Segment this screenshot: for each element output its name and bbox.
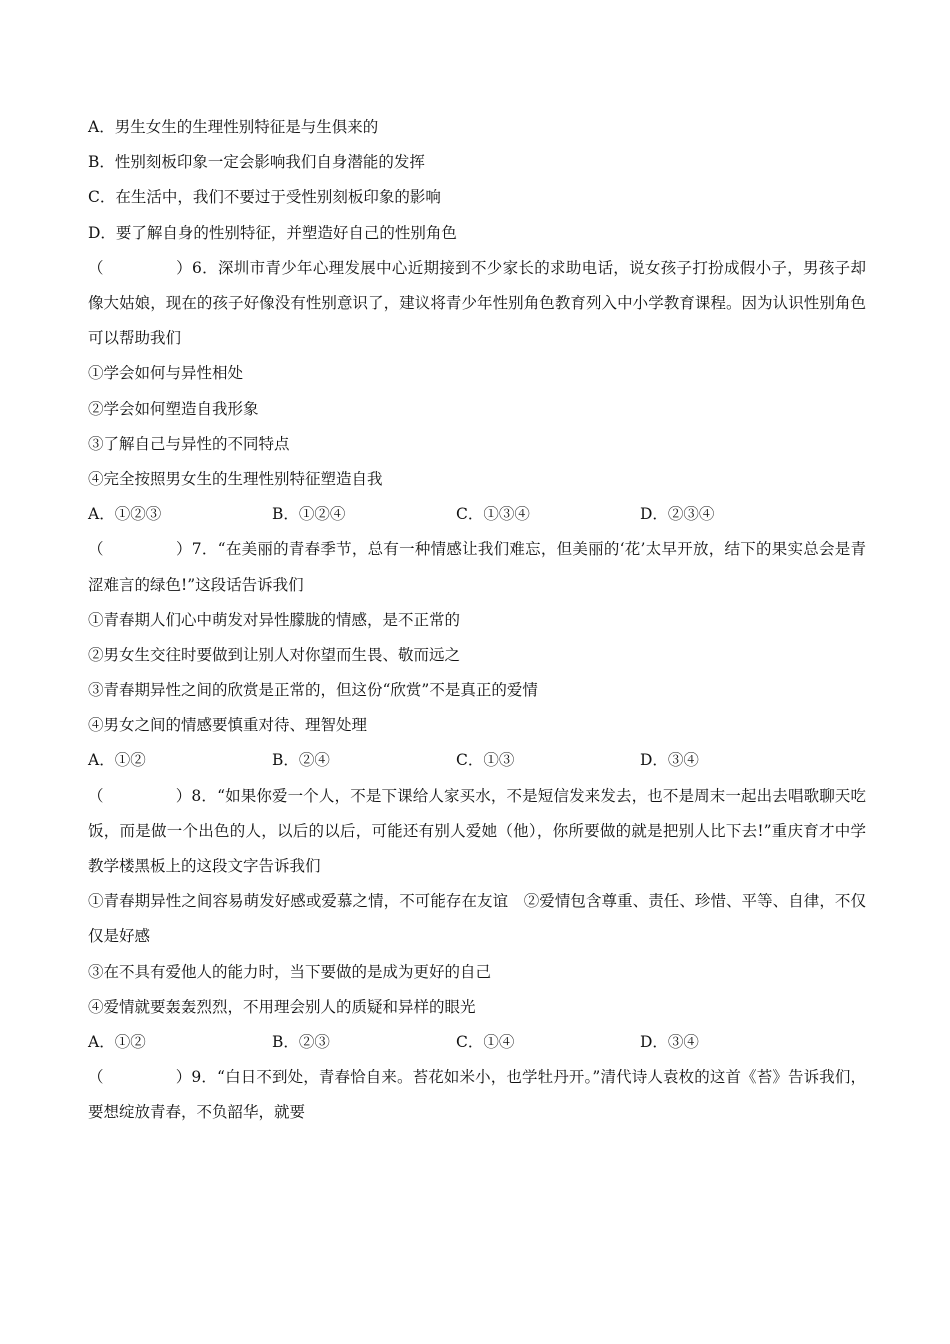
q6-statement-4: ④完全按照男女生的生理性别特征塑造自我 — [88, 469, 383, 488]
q5-option-a: A．男生女生的生理性别特征是与生俱来的 — [88, 118, 379, 136]
q8-choice-b[interactable]: B．②③ — [272, 1033, 330, 1052]
q6-statement-1: ①学会如何与异性相处 — [88, 364, 244, 383]
q9-stem-block — [88, 1060, 866, 1130]
q9-number: 9． — [191, 1068, 218, 1087]
q8-statement-3: ③在不具有爱他人的能力时，当下要做的是成为更好的自己 — [88, 962, 492, 981]
q5-option-d: D．要了解自身的性别特征，并塑造好自己的性别角色 — [88, 223, 457, 242]
q7-choice-c[interactable]: C．①③ — [456, 751, 515, 770]
q5-option-c: C．在生活中，我们不要过于受性别刻板印象的影响 — [88, 188, 441, 207]
q6-statement-3: ③了解自己与异性的不同特点 — [88, 434, 290, 453]
q7-stem: “在美丽的青春季节，总有一种情感让我们难忘，但美丽的‘花’太早开放，结下的果实总会是青涩难言的绿色!”这段话告诉我们 — [88, 540, 866, 594]
q8-choice-d[interactable]: D．③④ — [640, 1033, 699, 1052]
q7-statement-2: ②男女生交往时要做到让别人对你望而生畏、敬而远之 — [88, 645, 461, 664]
q6-paren-open: （ — [88, 258, 104, 277]
q6-statement-2: ②学会如何塑造自我形象 — [88, 399, 259, 418]
q7-statement-1: ①青春期人们心中萌发对异性朦胧的情感，是不正常的 — [88, 610, 461, 629]
q8-choice-a[interactable]: A．①② — [88, 1033, 146, 1052]
q8-stem-block — [88, 779, 866, 885]
q6-choices — [88, 497, 866, 532]
q6-choice-a[interactable]: A．①②③ — [88, 505, 162, 524]
q8-paren-open: （ — [88, 786, 104, 805]
q6-stem: 深圳市青少年心理发展中心近期接到不少家长的求助电话，说女孩子打扮成假小子，男孩子却像大姑娘，现在的孩子好像没有性别意识了，建议将青少年性别角色教育列入中小学教育课程。因为认识性别角色可以帮助我们 — [88, 258, 866, 348]
q7-number: 7． — [191, 540, 218, 559]
q8-paren-close: ） — [175, 786, 192, 805]
q7-paren-open: （ — [88, 540, 104, 559]
q9-paren-close: ） — [175, 1068, 192, 1087]
q6-paren-close: ） — [175, 258, 192, 277]
q6-choice-c[interactable]: C．①③④ — [456, 505, 530, 524]
q7-statement-4: ④男女之间的情感要慎重对待、理智处理 — [88, 716, 368, 735]
q8-statement-1-2: ①青春期异性之间容易萌发好感或爱慕之情，不可能存在友谊 ②爱情包含尊重、责任、珍惜、平等、自律，不仅仅是好感 — [88, 892, 866, 946]
q9-paren-open: （ — [88, 1068, 104, 1087]
q6-number: 6． — [191, 258, 218, 277]
q7-choice-d[interactable]: D．③④ — [640, 751, 699, 770]
q5-option-b: B．性别刻板印象一定会影响我们自身潜能的发挥 — [88, 153, 425, 172]
q8-number: 8． — [191, 786, 218, 805]
q8-statement-4: ④爱情就要轰轰烈烈，不用理会别人的质疑和异样的眼光 — [88, 997, 476, 1016]
question-content — [88, 110, 866, 1131]
q7-paren-close: ） — [175, 540, 192, 559]
q9-stem: “白日不到处，青春恰自来。苔花如米小，也学牡丹开。”清代诗人袁枚的这首《苔》告诉我们，要想绽放青春，不负韶华，就要 — [88, 1068, 866, 1122]
q7-statement-3: ③青春期异性之间的欣赏是正常的，但这份“欣赏”不是真正的爱情 — [88, 681, 538, 700]
q8-choices — [88, 1025, 866, 1060]
q7-choices — [88, 743, 866, 778]
q8-choice-c[interactable]: C．①④ — [456, 1033, 515, 1052]
q7-stem-block — [88, 532, 866, 602]
q6-choice-d[interactable]: D．②③④ — [640, 505, 715, 524]
q7-choice-b[interactable]: B．②④ — [272, 751, 330, 770]
q8-stem: “如果你爱一个人，不是下课给人家买水，不是短信发来发去，也不是周末一起出去唱歌聊天吃饭，而是做一个出色的人，以后的以后，可能还有别人爱她（他），你所要做的就是把别人比下去!”重庆育才中学教学楼黑板上的这段文字告诉我们 — [88, 786, 866, 876]
q7-choice-a[interactable]: A．①② — [88, 751, 146, 770]
q6-choice-b[interactable]: B．①②④ — [272, 505, 346, 524]
q6-stem-block — [88, 251, 866, 357]
